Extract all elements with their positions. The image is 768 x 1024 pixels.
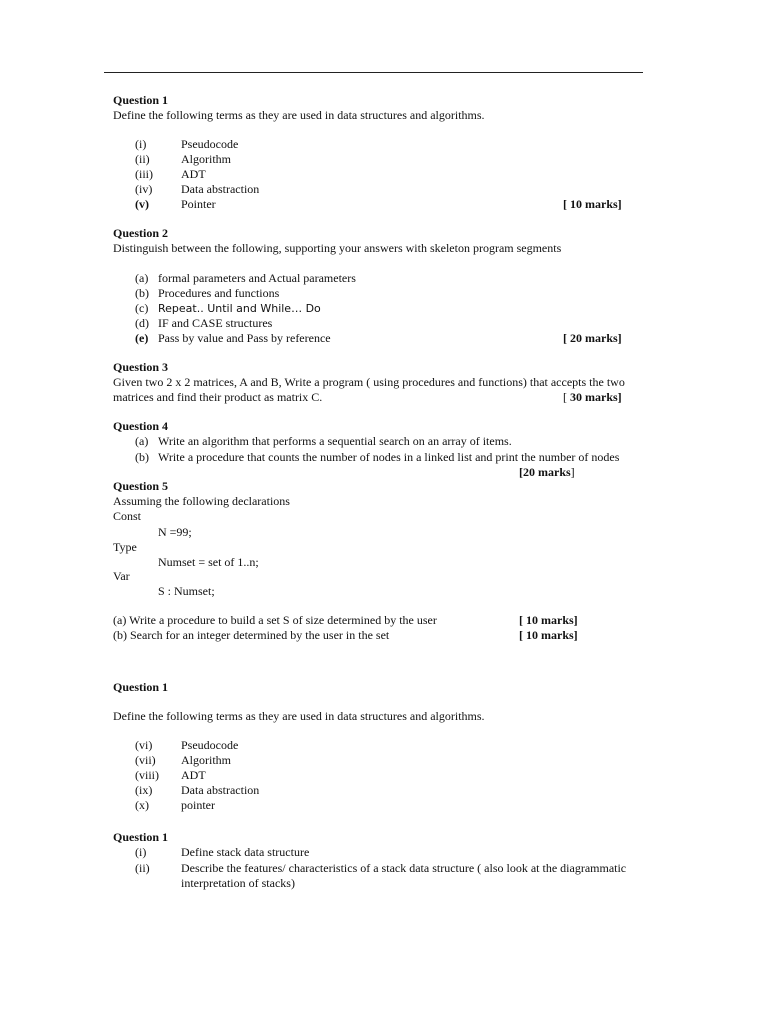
- q2-item-num: (a): [135, 271, 149, 285]
- q1-item-text: ADT: [181, 167, 206, 181]
- q1c-item-num: (ii): [135, 861, 150, 875]
- q2-item-num: (d): [135, 316, 149, 330]
- q3-marks-open: [: [563, 390, 570, 404]
- q3-line: Given two 2 x 2 matrices, A and B, Write a program ( using procedures and functions) that accepts the two: [113, 375, 625, 389]
- q5-intro: Assuming the following declarations: [113, 494, 290, 508]
- q5-type-value: Numset = set of 1..n;: [158, 555, 259, 569]
- q5-var-value: S : Numset;: [158, 584, 215, 598]
- q4-title: Question 4: [113, 419, 169, 433]
- header-rule: [104, 72, 643, 73]
- q4-item-num: (b): [135, 450, 149, 464]
- q1-item-num: (ii): [135, 152, 150, 166]
- q2-item-text: Repeat.. Until and While… Do: [158, 302, 321, 315]
- q1b-item-num: (ix): [135, 783, 153, 797]
- q1-item-num: (v): [135, 197, 149, 211]
- q5-type-keyword: Type: [113, 540, 137, 554]
- q5-part-a-marks: [ 10 marks]: [519, 613, 578, 627]
- q5-part-b-marks: [ 10 marks]: [519, 628, 578, 642]
- q3-marks-value: 30 marks]: [570, 390, 622, 404]
- q5-part-a: (a) Write a procedure to build a set S of size determined by the user: [113, 613, 437, 627]
- q2-item-text: IF and CASE structures: [158, 316, 273, 330]
- q1b-item-num: (vii): [135, 753, 156, 767]
- q2-intro: Distinguish between the following, supporting your answers with skeleton program segments: [113, 241, 562, 255]
- q1b-item-num: (x): [135, 798, 149, 812]
- q1b-item-text: pointer: [181, 798, 215, 812]
- q2-item-text: formal parameters and Actual parameters: [158, 271, 356, 285]
- q5-const-value: N =99;: [158, 525, 192, 539]
- q2-title: Question 2: [113, 226, 169, 240]
- q1c-continuation: interpretation of stacks): [181, 876, 295, 890]
- q3-marks: [563, 390, 622, 405]
- q4-item-text: Write an algorithm that performs a sequential search on an array of items.: [158, 434, 512, 448]
- q2-marks: [ 20 marks]: [563, 331, 622, 345]
- q5-title: Question 5: [113, 479, 169, 493]
- q1-item-num: (iv): [135, 182, 153, 196]
- q1b-title: Question 1: [113, 680, 169, 694]
- q4-marks: [519, 465, 575, 480]
- q1b-item-num: (viii): [135, 768, 159, 782]
- q1b-item-text: ADT: [181, 768, 206, 782]
- q1-item-text: Algorithm: [181, 152, 231, 166]
- q1-item-num: (i): [135, 137, 147, 151]
- q1-item-text: Pseudocode: [181, 137, 239, 151]
- q1-marks: [ 10 marks]: [563, 197, 622, 211]
- q2-item-num: (c): [135, 301, 149, 315]
- q1-item-text: Data abstraction: [181, 182, 260, 196]
- q5-var-keyword: Var: [113, 569, 130, 583]
- q1c-item-num: (i): [135, 845, 147, 859]
- q1-item-text: Pointer: [181, 197, 216, 211]
- q4-marks-value: [20 marks: [519, 465, 571, 479]
- q4-item-text: Write a procedure that counts the number of nodes in a linked list and print the number of nodes: [158, 450, 620, 464]
- q1b-item-text: Data abstraction: [181, 783, 260, 797]
- q3-title: Question 3: [113, 360, 169, 374]
- q1b-item-text: Pseudocode: [181, 738, 239, 752]
- q4-item-num: (a): [135, 434, 149, 448]
- q3-line: matrices and find their product as matrix C.: [113, 390, 323, 404]
- q1c-item-text: Describe the features/ characteristics of a stack data structure ( also look at the diagrammatic: [181, 861, 627, 875]
- q2-item-text: Pass by value and Pass by reference: [158, 331, 331, 345]
- q1-intro: Define the following terms as they are used in data structures and algorithms.: [113, 108, 485, 122]
- q2-item-num: (b): [135, 286, 149, 300]
- q4-marks-close: ]: [570, 465, 575, 479]
- q1-title: Question 1: [113, 93, 169, 107]
- q1b-intro: Define the following terms as they are used in data structures and algorithms.: [113, 709, 485, 723]
- q1c-title: Question 1: [113, 830, 169, 844]
- q1b-item-text: Algorithm: [181, 753, 231, 767]
- q2-item-num: (e): [135, 331, 149, 345]
- q1c-item-text: Define stack data structure: [181, 845, 310, 859]
- q1-item-num: (iii): [135, 167, 153, 181]
- q5-const-keyword: Const: [113, 509, 142, 523]
- q5-part-b: (b) Search for an integer determined by the user in the set: [113, 628, 390, 642]
- q2-item-text: Procedures and functions: [158, 286, 280, 300]
- q1b-item-num: (vi): [135, 738, 153, 752]
